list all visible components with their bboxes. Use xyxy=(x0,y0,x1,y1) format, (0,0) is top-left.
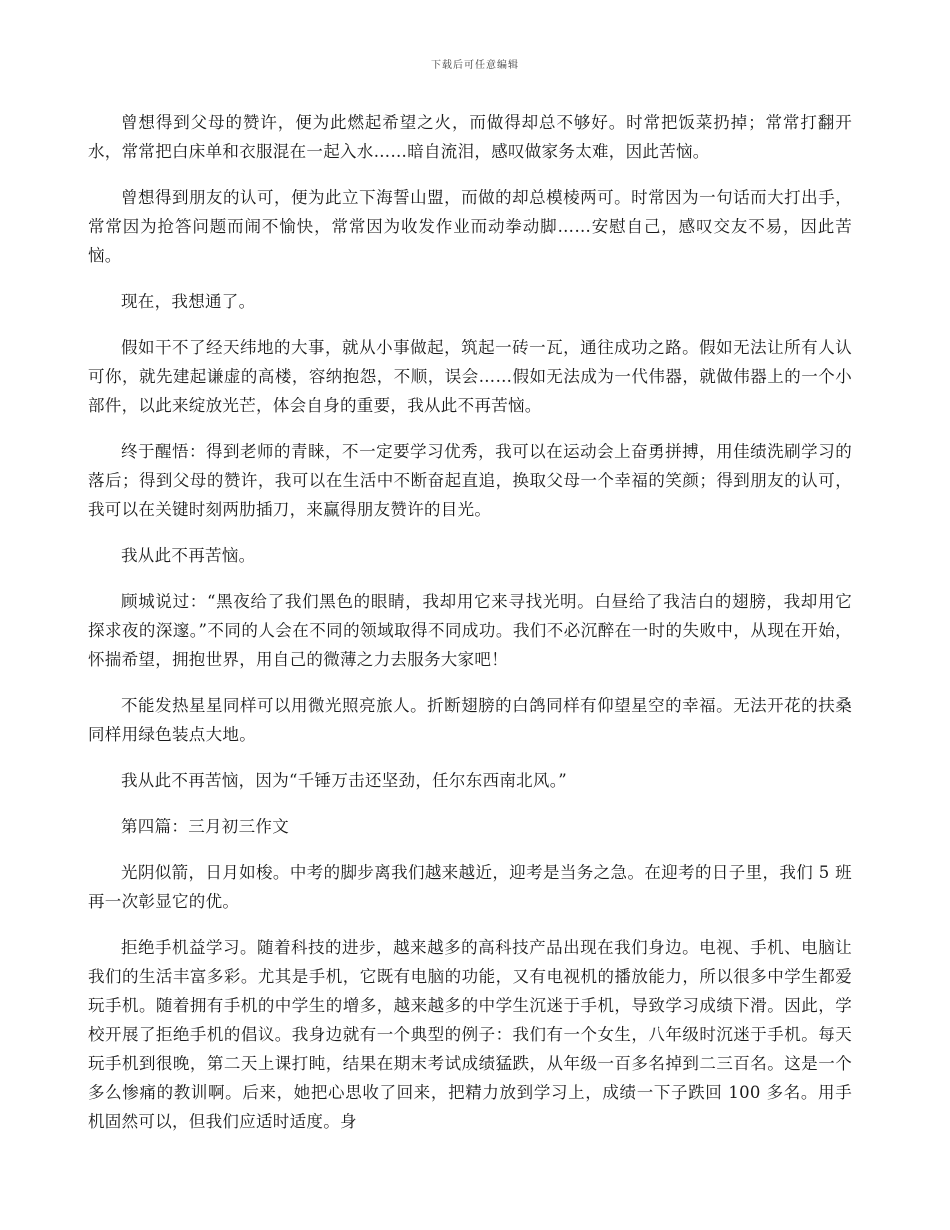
paragraph: 终于醒悟：得到老师的青睐，不一定要学习优秀，我可以在运动会上奋勇拼搏，用佳绩洗刷学习的落后；得到父母的赞许，我可以在生活中不断奋起直追，换取父母一个幸福的笑颜；得到朋友的认可，我可以在关键时刻两肋插刀，来赢得朋友赞许的目光。 xyxy=(88,442,852,519)
paragraph: 光阴似箭，日月如梭。中考的脚步离我们越来越近，迎考是当务之急。在迎考的日子里，我们 5 班再一次彰显它的优。 xyxy=(88,863,852,911)
paragraph: 曾想得到朋友的认可，便为此立下海誓山盟，而做的却总模棱两可。时常因为一句话而大打出手，常常因为抢答问题而闹不愉快，常常因为收发作业而动拳动脚……安慰自己，感叹交友不易，因此苦恼。 xyxy=(88,188,852,265)
paragraph: 顾城说过：“黑夜给了我们黑色的眼睛，我却用它来寻找光明。白昼给了我洁白的翅膀，我却用它探求夜的深邃。”不同的人会在不同的领域取得不同成功。我们不必沉醉在一时的失败中，从现在开始，怀揣希望，拥抱世界，用自己的微薄之力去服务大家吧！ xyxy=(88,592,852,669)
page-header: 下载后可任意编辑 xyxy=(431,60,519,71)
paragraph: 现在，我想通了。 xyxy=(121,292,256,311)
document-body xyxy=(88,108,852,1153)
paragraph: 我从此不再苦恼。 xyxy=(121,546,256,565)
paragraph: 曾想得到父母的赞许，便为此燃起希望之火，而做得却总不够好。时常把饭菜扔掉；常常打翻开水，常常把白床单和衣服混在一起入水……暗自流泪，感叹做家务太难，因此苦恼。 xyxy=(88,113,852,161)
paragraph: 假如干不了经天纬地的大事，就从小事做起，筑起一砖一瓦，通往成功之路。假如无法让所有人认可你，就先建起谦虚的高楼，容纳抱怨，不顺，误会……假如无法成为一代伟器，就做伟器上的一个小部件，以此来绽放光芒，体会自身的重要，我从此不再苦恼。 xyxy=(88,338,852,415)
section-heading: 第四篇：三月初三作文 xyxy=(121,817,289,836)
paragraph: 我从此不再苦恼，因为“千锤万击还坚劲，任尔东西南北风。” xyxy=(121,771,568,790)
paragraph: 拒绝手机益学习。随着科技的进步，越来越多的高科技产品出现在我们身边。电视、手机、电脑让我们的生活丰富多彩。尤其是手机，它既有电脑的功能，又有电视机的播放能力，所以很多中学生都爱玩手机。随着拥有手机的中学生的增多，越来越多的中学生沉迷于手机，导致学习成绩下滑。因此，学校开展了拒绝手机的倡议。我身边就有一个典型的例子：我们有一个女生，八年级时沉迷于手机。每天玩手机到很晚，第二天上课打盹，结果在期末考试成绩猛跌，从年级一百多名掉到二三百名。这是一个多么惨痛的教训啊。后来，她把心思收了回来，把精力放到学习上，成绩一下子跌回 100 多名。用手机固然可以，但我们应适时适度。身 xyxy=(88,938,852,1131)
paragraph: 不能发热星星同样可以用微光照亮旅人。折断翅膀的白鸽同样有仰望星空的幸福。无法开花的扶桑同样用绿色装点大地。 xyxy=(88,696,852,744)
